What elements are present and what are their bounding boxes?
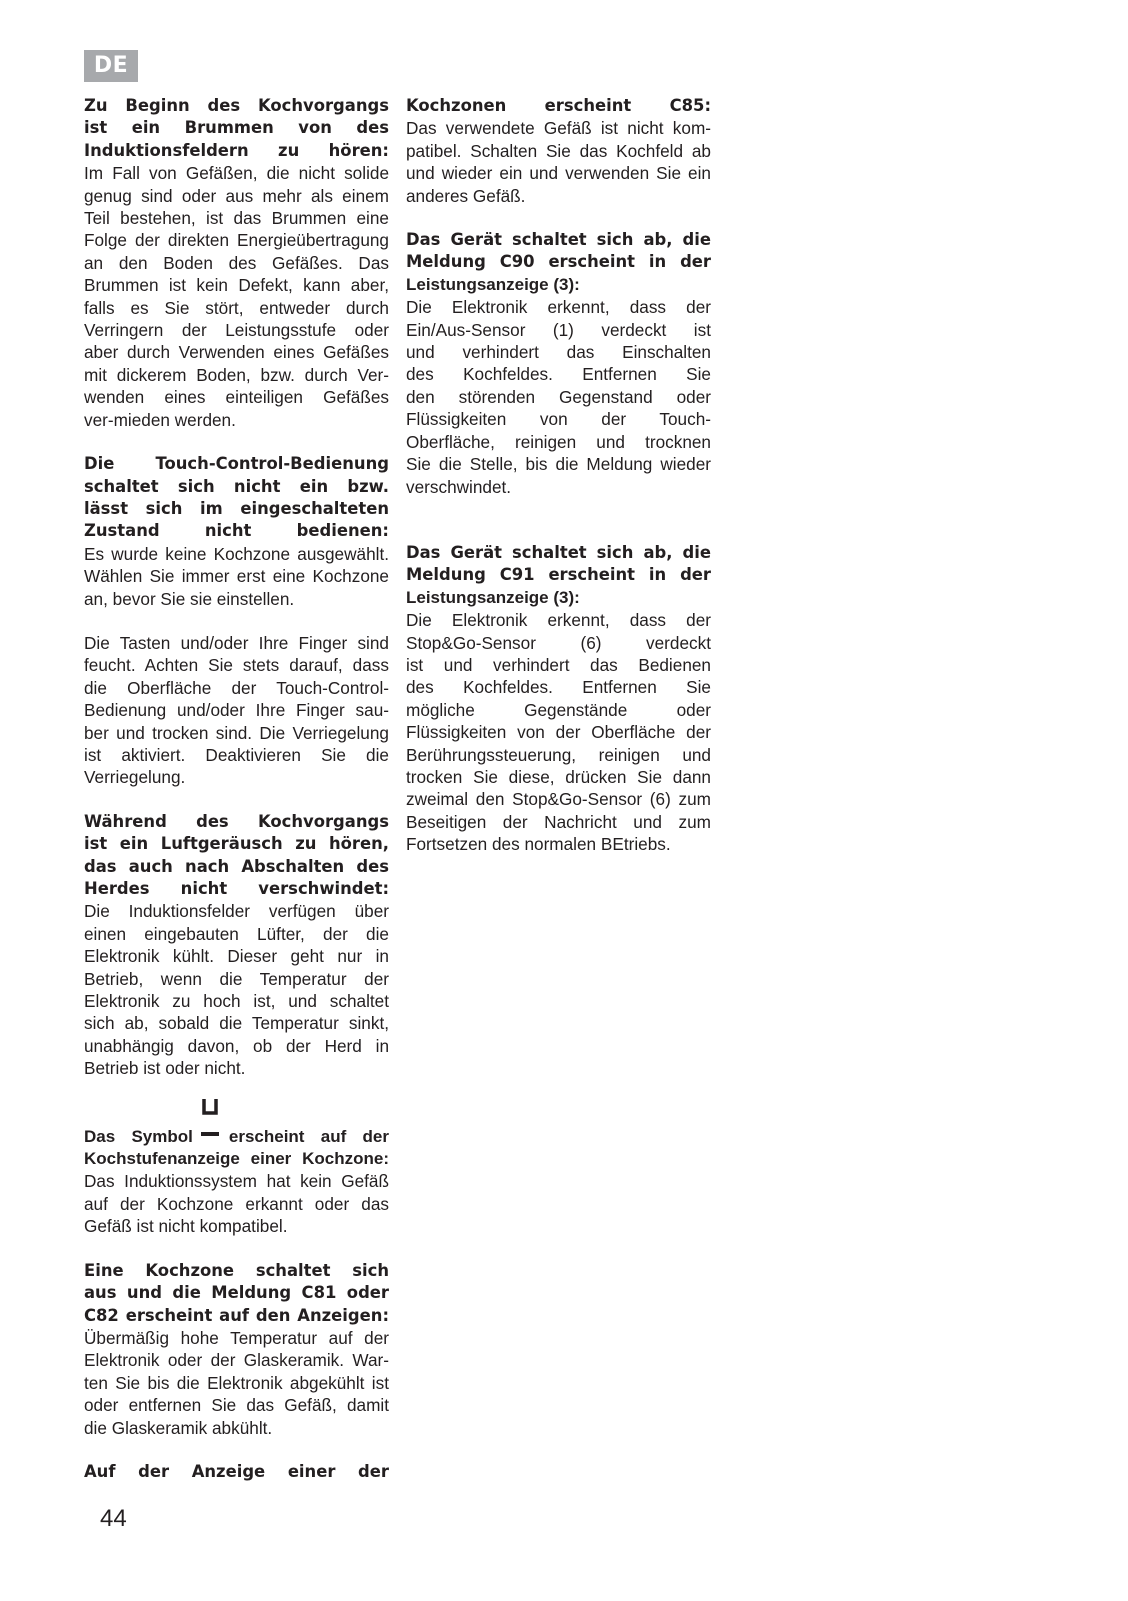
body-line: Verriegelung.: [84, 767, 186, 788]
heading-line: Meldung C90 erscheint in der: [406, 252, 711, 272]
body-line: einen eingebauten Lüfter, der die: [84, 923, 389, 944]
body-line: Elektronik kühlt. Dieser geht nur in: [84, 946, 389, 967]
section-heading: [84, 1120, 389, 1171]
section-brummen: [84, 95, 389, 431]
body-line: Beseitigen der Nachricht und zum: [406, 811, 711, 832]
body-line: und wieder ein und verwenden Sie ein: [406, 163, 711, 184]
heading-text: erscheint auf der: [228, 1126, 389, 1146]
section-c85-start: [84, 1461, 389, 1483]
body-line: Elektronik zu hoch ist, und schaltet: [84, 991, 389, 1012]
heading-line: Kochzonen erscheint C85:: [406, 96, 711, 115]
body-line: Die Elektronik erkennt, dass der: [406, 297, 711, 318]
heading-line: Kochstufenanzeige einer Kochzone:: [84, 1149, 389, 1169]
section-body: [406, 609, 711, 855]
body-line: Wählen Sie immer erst eine Kochzone: [84, 566, 389, 587]
section-c85: [406, 95, 711, 207]
section-c90: [406, 229, 711, 498]
section-heading: [84, 811, 389, 901]
body-line: aber durch Verwenden eines Gefäßes: [84, 342, 389, 363]
body-line: sich ab, sobald die Temperatur sinkt,: [84, 1013, 389, 1034]
body-line: patibel. Schalten Sie das Kochfeld ab: [406, 140, 711, 161]
body-line: ist aktiviert. Deaktivieren Sie die: [84, 744, 389, 765]
body-line: Im Fall von Gefäßen, die nicht solide: [84, 163, 389, 184]
heading-line: Zustand nicht bedienen:: [84, 521, 389, 541]
body-line: Fortsetzen des normalen BEtriebs.: [406, 834, 671, 855]
heading-line: lässt sich im eingeschalteten: [84, 498, 389, 518]
heading-line: Eine Kochzone schaltet sich: [84, 1260, 389, 1280]
body-line: und verhindert das Einschalten: [406, 342, 711, 363]
heading-line: ist ein Luftgeräusch zu hören,: [84, 834, 389, 854]
section-heading: [84, 95, 389, 162]
body-line: Die Elektronik erkennt, dass der: [406, 610, 711, 631]
page-number: 44: [100, 1505, 127, 1532]
heading-line: Während des Kochvorgangs: [84, 811, 389, 831]
section-body: [406, 296, 711, 498]
body-line: auf der Kochzone erkannt oder das: [84, 1193, 389, 1214]
section-heading: [406, 95, 711, 117]
body-line: Das verwendete Gefäß ist nicht kom-: [406, 118, 711, 139]
body-line: ber und trocken sind. Die Verriegelung: [84, 722, 389, 743]
body-line: genug sind oder aus mehr als einem: [84, 185, 389, 206]
heading-line: Induktionsfeldern zu hören:: [84, 140, 389, 160]
section-touch-control: [84, 453, 389, 610]
heading-line: Das Gerät schaltet sich ab, die: [406, 542, 711, 562]
body-line: Flüssigkeiten von der Touch-: [406, 409, 711, 430]
body-line: falls es Sie stört, entweder durch: [84, 297, 389, 318]
body-line: des Kochfeldes. Entfernen Sie: [406, 364, 711, 385]
heading-line: das auch nach Abschalten des: [84, 856, 389, 876]
body-line: den störenden Gegenstand oder: [406, 386, 711, 407]
body-line: Betrieb, wenn die Temperatur der: [84, 968, 389, 989]
body-line: mögliche Gegenstände oder: [406, 699, 711, 720]
body-line: Sie die Stelle, bis die Meldung wieder: [406, 454, 711, 475]
body-line: anderes Gefäß.: [406, 185, 526, 206]
body-line: Verringern der Leistungsstufe oder: [84, 320, 389, 341]
body-line: Oberfläche, reinigen und trocknen: [406, 431, 711, 452]
no-pan-symbol-icon: [199, 1120, 223, 1142]
body-line: Berührungssteuerung, reinigen und: [406, 744, 711, 765]
heading-line: ist ein Brummen von des: [84, 118, 389, 138]
heading-line: aus und die Meldung C81 oder: [84, 1283, 389, 1303]
section-body: [84, 1170, 389, 1237]
body-line: Teil bestehen, ist das Brummen eine: [84, 208, 389, 229]
heading-line: Auf der Anzeige einer der: [84, 1461, 389, 1481]
body-line: ver-mieden werden.: [84, 409, 236, 430]
body-line: die Glaskeramik abkühlt.: [84, 1417, 273, 1438]
body-line: Flüssigkeiten von der Oberfläche der: [406, 722, 711, 743]
right-column: [406, 95, 711, 878]
body-line: ist und verhindert das Bedienen: [406, 654, 711, 675]
section-heading: [84, 1260, 389, 1327]
body-line: Das Induktionssystem hat kein Gefäß: [84, 1171, 389, 1192]
heading-line: Meldung C91 erscheint in der: [406, 565, 711, 585]
heading-line: Herdes nicht verschwindet:: [84, 879, 389, 898]
heading-line: Die Touch-Control-Bedienung: [84, 454, 389, 474]
section-body: [406, 117, 711, 207]
section-heading: [84, 453, 389, 543]
section-heading: [406, 542, 711, 609]
heading-line: Leistungsanzeige (3):: [406, 274, 580, 294]
section-c91: [406, 542, 711, 856]
section-body: [84, 543, 389, 610]
body-line: Betrieb ist oder nicht.: [84, 1058, 246, 1079]
body-line: zweimal den Stop&Go-Sensor (6) zum: [406, 789, 711, 810]
heading-line: Leistungsanzeige (3):: [406, 587, 580, 607]
section-heading: [406, 229, 711, 296]
body-line: die Oberfläche der Touch-Control-: [84, 677, 389, 698]
heading-line: Zu Beginn des Kochvorgangs: [84, 96, 389, 115]
body-line: feucht. Achten Sie stets darauf, dass: [84, 655, 389, 676]
section-body: [84, 162, 389, 431]
language-badge: DE: [84, 50, 138, 82]
body-line: Folge der direkten Energieübertragung: [84, 230, 389, 251]
section-heading: [84, 1461, 389, 1483]
body-line: des Kochfeldes. Entfernen Sie: [406, 677, 711, 698]
section-symbol: [84, 1120, 389, 1238]
body-line: Brummen ist kein Defekt, kann aber,: [84, 275, 389, 296]
body-line: an, bevor Sie sie einstellen.: [84, 588, 295, 609]
body-line: Bedienung und/oder Ihre Finger sau-: [84, 700, 389, 721]
body-line: Es wurde keine Kochzone ausgewählt.: [84, 543, 389, 564]
section-luftgeraeusch: [84, 811, 389, 1080]
body-line: Die Tasten und/oder Ihre Finger sind: [84, 632, 389, 653]
body-line: Ein/Aus-Sensor (1) verdeckt ist: [406, 319, 711, 340]
body-line: Elektronik oder der Glaskeramik. War-: [84, 1350, 389, 1371]
body-line: oder entfernen Sie das Gefäß, damit: [84, 1395, 389, 1416]
heading-line: Das Gerät schaltet sich ab, die: [406, 230, 711, 250]
section-tasten-feucht: [84, 632, 389, 789]
section-c81-c82: [84, 1260, 389, 1439]
body-line: ten Sie bis die Elektronik abgekühlt ist: [84, 1372, 389, 1393]
body-line: unabhängig davon, ob der Herd in: [84, 1035, 389, 1056]
heading-line: C82 erscheint auf den Anzeigen:: [84, 1305, 389, 1325]
section-body: [84, 1327, 389, 1439]
heading-line: [84, 1120, 389, 1148]
section-body: [84, 632, 389, 789]
body-line: an den Boden des Gefäßes. Das: [84, 252, 389, 273]
heading-line: schaltet sich nicht ein bzw.: [84, 476, 389, 496]
body-line: Stop&Go-Sensor (6) verdeckt: [406, 632, 711, 653]
body-line: Gefäß ist nicht kompatibel.: [84, 1216, 288, 1237]
body-line: Die Induktionsfelder verfügen über: [84, 901, 389, 922]
section-body: [84, 900, 389, 1079]
body-line: verschwindet.: [406, 476, 512, 497]
body-line: Übermäßig hohe Temperatur auf der: [84, 1327, 389, 1348]
left-column: [84, 95, 389, 1505]
body-line: trocken Sie diese, drücken Sie dann: [406, 766, 711, 787]
heading-text: Das Symbol: [84, 1126, 193, 1146]
body-line: mit dickerem Boden, bzw. durch Ver-: [84, 364, 389, 385]
body-line: wenden eines einteiligen Gefäßes: [84, 387, 389, 408]
